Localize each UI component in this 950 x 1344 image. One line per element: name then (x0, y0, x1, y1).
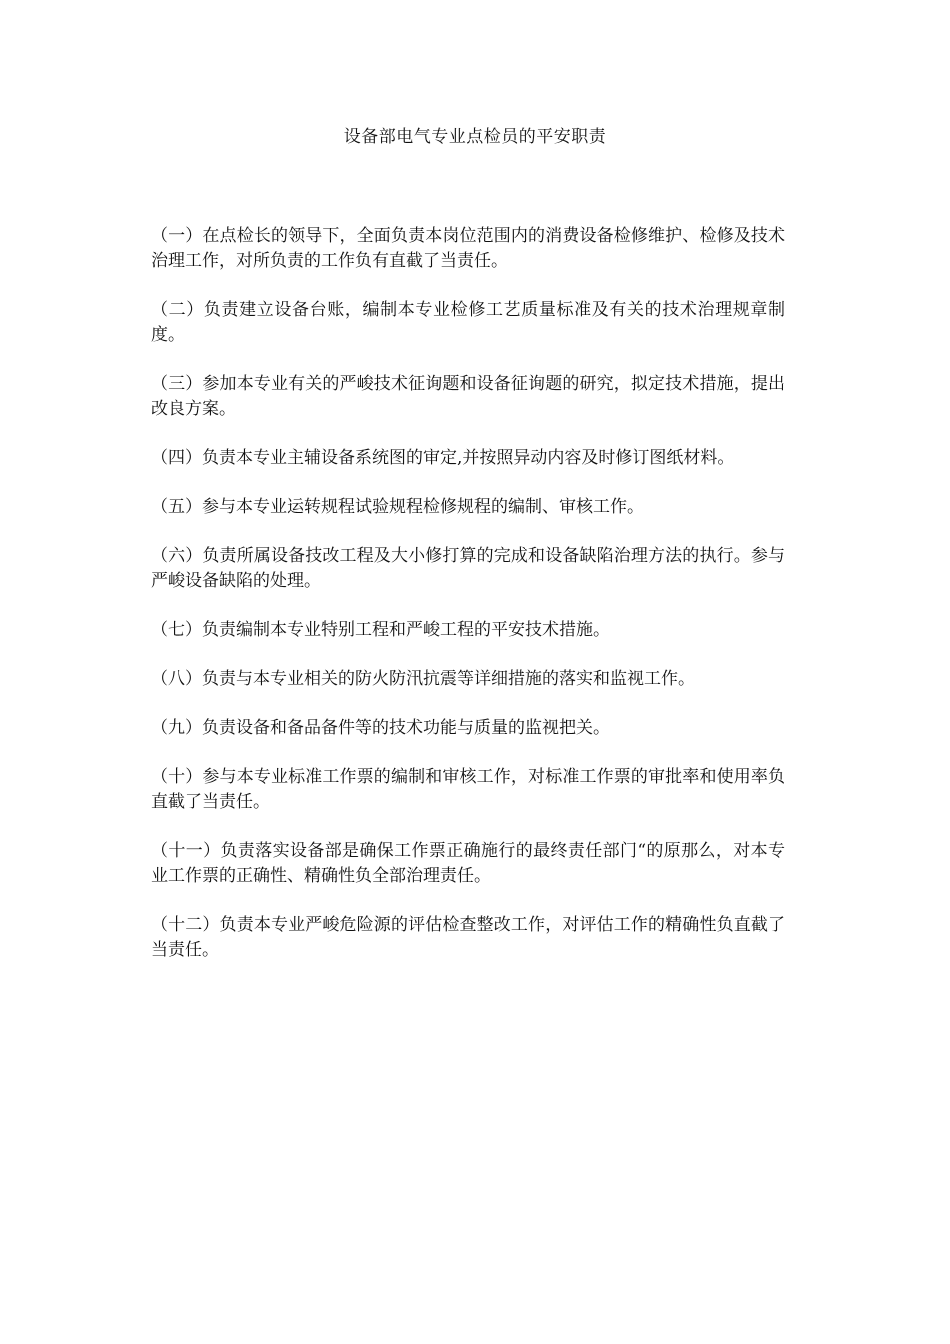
clause-8: （八）负责与本专业相关的防火防汛抗震等详细措施的落实和监视工作。 (151, 669, 695, 689)
clause-5: （五）参与本专业运转规程试验规程检修规程的编制、审核工作。 (151, 497, 644, 517)
clause-2: （二）负责建立设备台账，编制本专业检修工艺质量标准及有关的技术治理规章制度。 (151, 300, 785, 345)
document-title: 设备部电气专业点检员的平安职责 (343, 127, 607, 147)
clause-6: （六）负责所属设备技改工程及大小修打算的完成和设备缺陷治理方法的执行。参与严峻设备缺陷的处理。 (151, 546, 785, 591)
clause-4: （四）负责本专业主辅设备系统图的审定,并按照异动内容及时修订图纸材料。 (151, 448, 735, 468)
clause-1: （一）在点检长的领导下，全面负责本岗位范围内的消费设备检修维护、检修及技术治理工作，对所负责的工作负有直截了当责任。 (151, 226, 785, 271)
clause-11: （十一）负责落实设备部是确保工作票正确施行的最终责任部门“的原那么，对本专业工作票的正确性、精确性负全部治理责任。 (151, 841, 785, 886)
clause-3: （三）参加本专业有关的严峻技术征询题和设备征询题的研究，拟定技术措施，提出改良方案。 (151, 374, 785, 419)
clause-9: （九）负责设备和备品备件等的技术功能与质量的监视把关。 (151, 718, 610, 738)
clause-7: （七）负责编制本专业特别工程和严峻工程的平安技术措施。 (151, 620, 610, 640)
clause-12: （十二）负责本专业严峻危险源的评估检查整改工作，对评估工作的精确性负直截了当责任。 (151, 915, 785, 960)
clause-list (151, 224, 785, 987)
clause-10: （十）参与本专业标准工作票的编制和审核工作，对标准工作票的审批率和使用率负直截了当责任。 (151, 767, 785, 812)
